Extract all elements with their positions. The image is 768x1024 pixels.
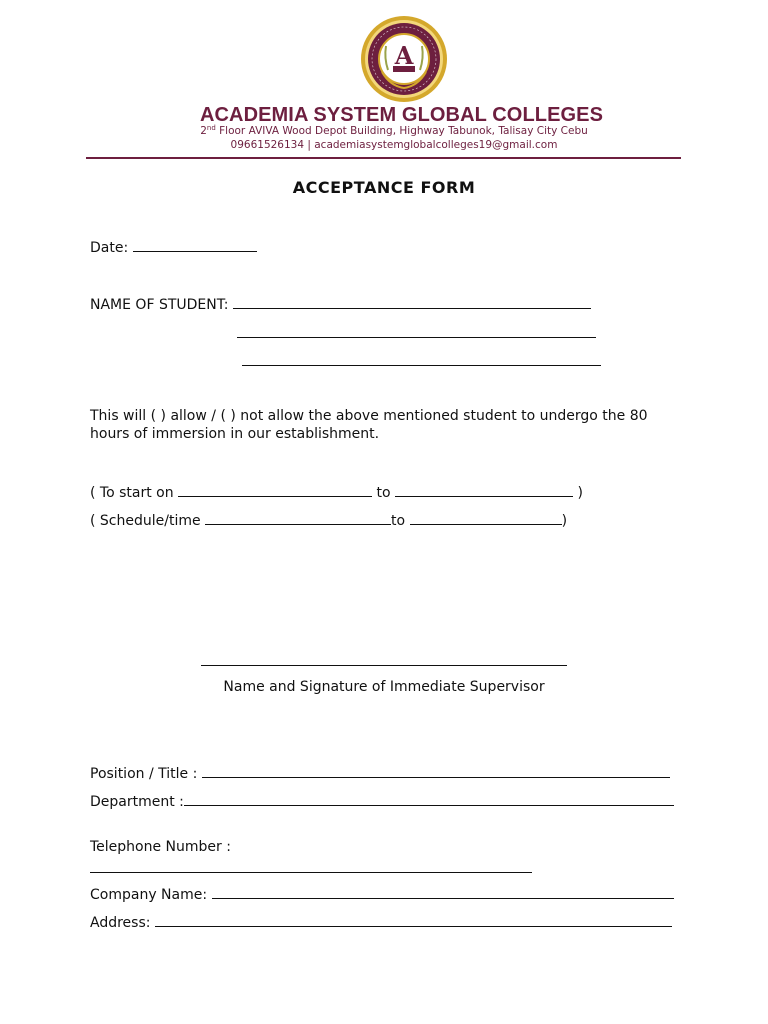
date-row [90, 238, 257, 257]
address-floor-suffix: nd [206, 124, 216, 132]
date-label: Date: [90, 240, 129, 256]
student-name-field-1[interactable] [233, 295, 591, 309]
start-close-paren: ) [577, 485, 583, 501]
end-date-field[interactable] [395, 483, 573, 497]
company-row [90, 885, 674, 904]
start-to-word: to [376, 485, 391, 501]
signature-caption: Name and Signature of Immediate Supervisor [223, 679, 545, 695]
schedule-end-field[interactable] [410, 511, 562, 525]
college-name: ACADEMIA SYSTEM GLOBAL COLLEGES [199, 104, 604, 126]
position-row [90, 764, 670, 783]
department-row [90, 792, 674, 811]
address-floor-number: 2 [200, 125, 207, 137]
form-title: ACCEPTANCE FORM [292, 178, 476, 197]
student-name-field-3[interactable] [242, 352, 601, 366]
address-label: Address: [90, 915, 151, 931]
student-name-label: NAME OF STUDENT: [90, 297, 229, 313]
allow-statement-line-2: hours of immersion in our establishment. [90, 426, 380, 442]
company-field[interactable] [212, 885, 674, 899]
position-field[interactable] [202, 764, 670, 778]
college-seal-logo [360, 14, 448, 104]
supervisor-signature-field[interactable] [201, 652, 567, 666]
start-date-row [90, 483, 583, 502]
date-field[interactable] [133, 238, 257, 252]
schedule-row [90, 511, 567, 530]
student-name-row [90, 295, 591, 314]
schedule-close-paren: ) [561, 513, 568, 529]
telephone-field[interactable] [90, 859, 532, 873]
college-address [0, 125, 768, 137]
telephone-label: Telephone Number : [90, 839, 231, 855]
student-name-field-2[interactable] [237, 324, 596, 338]
college-contact: 09661526134 | academiasystemglobalcolleges19@gmail.com [230, 139, 558, 151]
seal-letter: A [394, 41, 414, 70]
position-label: Position / Title : [90, 766, 198, 782]
allow-statement-line-1: This will ( ) allow / ( ) not allow the above mentioned student to undergo the 80 [90, 408, 648, 424]
start-date-field[interactable] [178, 483, 372, 497]
address-field[interactable] [155, 913, 672, 927]
schedule-to-word: to [391, 513, 406, 529]
schedule-label: ( Schedule/time [90, 513, 201, 529]
telephone-row [90, 839, 231, 856]
header-divider [86, 157, 681, 159]
address-rest: Floor AVIVA Wood Depot Building, Highway Tabunok, Talisay City Cebu [215, 125, 588, 137]
schedule-start-field[interactable] [205, 511, 391, 525]
department-field[interactable] [184, 792, 674, 806]
company-label: Company Name: [90, 887, 208, 903]
address-row [90, 913, 672, 932]
department-label: Department : [90, 794, 184, 810]
start-date-label: ( To start on [90, 485, 174, 501]
